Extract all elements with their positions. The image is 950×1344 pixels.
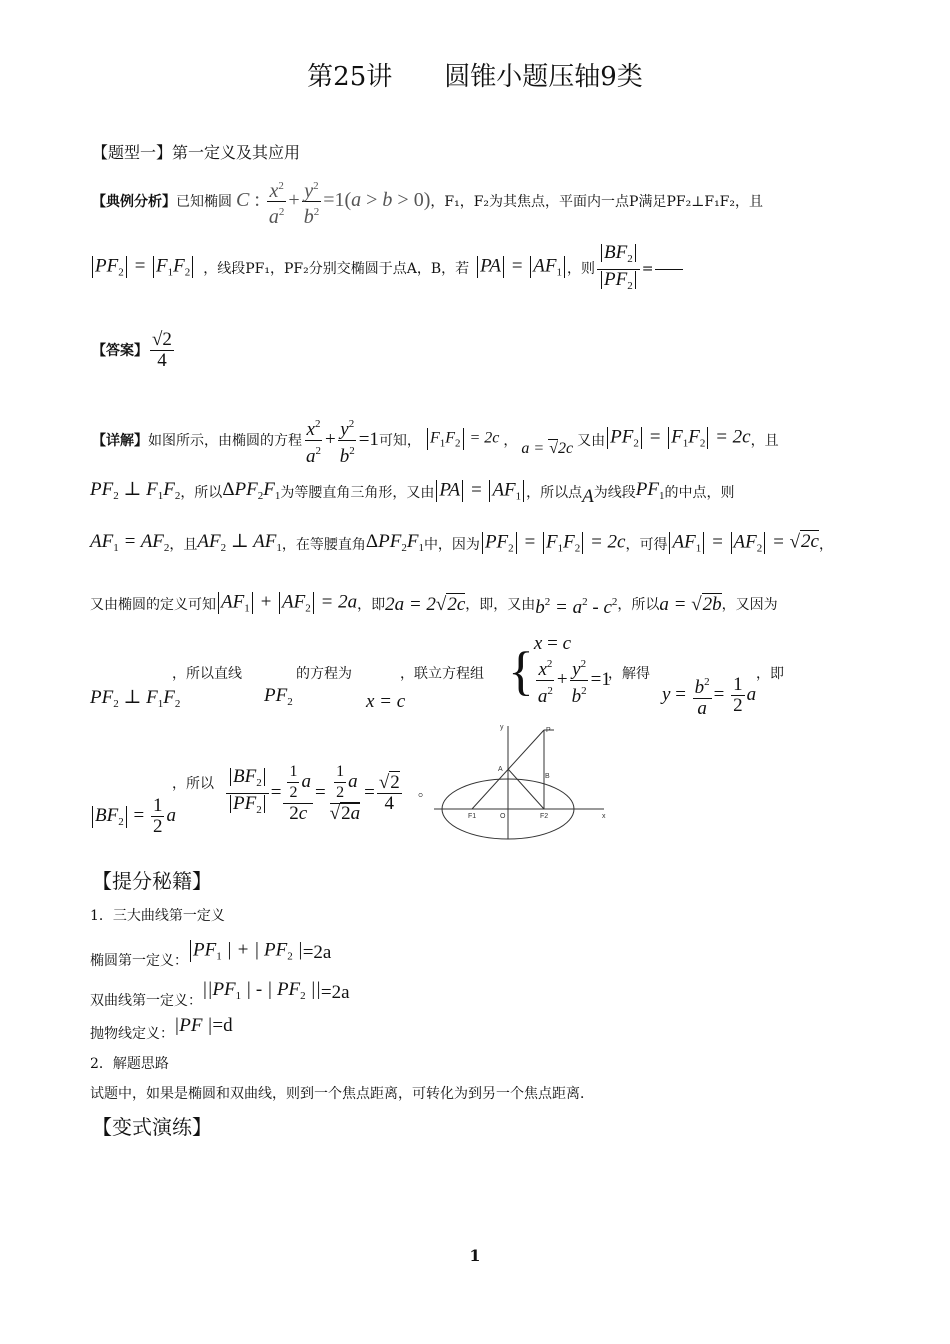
detail-line-1: 【详解】 如图所示，由椭圆的方程 $\frac{x^2}{a^2}$ + $\frac{y^2}{b^2}$ =1 可知， $F_1F_2 = 2c$ ， a = √2c 又由 $PF_2 = F_1F_2 = 2c$ ，且 — [92, 414, 779, 467]
detail-text: 中，因为 — [423, 537, 480, 554]
ellipse-def-formula: $PF_1$ | + | $PF_2$ | — [188, 940, 303, 966]
detail-line-2 — [90, 480, 735, 506]
label-p: P — [546, 727, 551, 734]
example-text-1: ，F₁，F₂为其焦点，平面内一点P满足PF₂⊥F₁F₂，且 — [430, 193, 764, 210]
hyperbola-definition — [90, 979, 350, 1009]
ellipse-equation: C : $\frac{x^2}{a^2}$ + $\frac{y^2}{b^2}$ =1(a > b > 0) — [236, 176, 430, 227]
af2-perp-af1: $AF_2$ ⊥ $AF_1$ — [197, 531, 282, 555]
answer-value — [150, 330, 174, 371]
detail-text: 又由椭圆的定义可知 — [90, 597, 216, 614]
label-b: B — [545, 773, 550, 780]
triangle-pf2f1: $\Delta PF_2F_1$ — [222, 479, 281, 503]
triangle-pf2f1-2: $\Delta PF_2F_1$ — [365, 531, 424, 555]
pf2-eq-f1f2-2c: $PF_2 = F_1F_2 = 2c$ — [605, 427, 751, 453]
ellipse-definition — [90, 939, 332, 970]
answer-line — [92, 330, 176, 371]
system-of-equations: { x = c $\frac{x^2}{a^2}$ + $\frac{y^2}{b^2}$ =1 — [508, 633, 611, 707]
line-af2 — [508, 769, 544, 809]
detail-text: ，且 — [169, 537, 198, 554]
line-pf2: $PF_2$ — [264, 685, 293, 708]
detail-text: ，又因为 — [721, 597, 778, 614]
a-eq-sqrt2c: a = √2c — [521, 439, 574, 457]
example-label: 【典例分析】 — [92, 193, 176, 210]
label-y: y — [500, 724, 504, 731]
answer-blank — [655, 269, 683, 270]
label-f2: F2 — [540, 813, 549, 820]
detail-text: 如图所示，由椭圆的方程 — [148, 432, 302, 449]
answer-den: 4 — [157, 350, 167, 371]
segment-pf1: $PF_1$ — [635, 479, 665, 503]
detail-text: ，即 — [357, 597, 386, 614]
page-number: 1 — [469, 1246, 481, 1265]
detail-line-4 — [90, 592, 778, 618]
detail-text: ，所以点 — [526, 485, 583, 502]
detail-text: 又由 — [577, 432, 606, 449]
label-x: x — [602, 813, 606, 820]
detail-text: ，即 — [756, 666, 784, 682]
practice-heading: 【变式演练】 — [92, 1115, 212, 1139]
tips-item-2: 2．解题思路 — [90, 1056, 169, 1072]
ellipse-def-rhs: =2a — [302, 942, 332, 964]
hyperbola-def-rhs: =2a — [320, 982, 350, 1003]
x-eq-c: x = c — [366, 691, 406, 712]
detail-text: ，可得 — [625, 537, 668, 554]
ellipse-equation-2: $\frac{x^2}{a^2}$ + $\frac{y^2}{b^2}$ =1 — [302, 414, 379, 467]
parabola-definition — [90, 1015, 233, 1042]
pa-eq-af1: PA = $AF_1$ — [475, 256, 567, 282]
b2-eq-a2-c2: $b^2 = a^2 - c^2$ — [535, 596, 618, 619]
y-eq-b2a: y = $\frac{b^2}{a}$ = $\frac{1}{2}$ a — [662, 674, 757, 719]
answer-label: 【答案】 — [92, 342, 148, 359]
example-text-2: ，线段PF₁，PF₂分别交椭圆于点A，B，若 — [203, 261, 470, 277]
label-o: O — [500, 813, 506, 820]
detail-text: 的中点，则 — [664, 485, 735, 502]
detail-line-6 — [90, 760, 430, 850]
ellipse-def-label: 椭圆第一定义： — [90, 953, 188, 970]
ellipse-def-sum: $AF_1 + AF_2 = 2a$ — [216, 592, 357, 618]
page-title: 第25讲 圆锥小题压轴9类 — [307, 62, 643, 92]
final-ratio: $\frac{BF_2}{PF_2}$ = $\frac{1}{2}$ a 2c = $\frac{1}{2}$ a √2a = $\frac{√2}{4}$ — [224, 762, 404, 824]
tips-item-2-text: 试题中，如果是椭圆和双曲线，则到一个焦点距离，可转化为到另一个焦点距离． — [90, 1086, 594, 1102]
tips-heading: 【提分秘籍】 — [92, 869, 212, 893]
label-f1: F1 — [468, 813, 477, 820]
example-line-2 — [90, 242, 683, 296]
example-text-4: = — [641, 261, 654, 277]
pf2-perp-f1f2: $PF_2$ ⊥ $F_1F_2$ — [90, 479, 181, 503]
detail-text: ，解得 — [608, 666, 650, 682]
detail-text: ，所以直线 — [172, 666, 242, 682]
af1-eq-af2: $AF_1 = AF_2$ — [90, 531, 170, 555]
detail-text: 。 — [418, 784, 432, 800]
f1f2-eq-2c: $F_1F_2 = 2c$ — [425, 428, 499, 454]
bf2-eq-half-a: $BF_2$ = $\frac{1}{2}$ a — [90, 796, 176, 837]
point-a: A — [582, 486, 594, 508]
af1-eq-af2-sqrt2c: $AF_1 = AF_2 = √2c$ — [667, 532, 818, 558]
example-text-3: ，则 — [566, 261, 595, 277]
a-eq-sqrt2b: a = √2b — [659, 594, 722, 616]
pf2-eq-f1f2-2c-b: $PF_2 = F_1F_2 = 2c$ — [480, 532, 626, 558]
hyperbola-def-label: 双曲线第一定义： — [90, 993, 202, 1009]
detail-text: ，联立方程组 — [400, 666, 484, 682]
parabola-def-rhs: =d — [212, 1015, 233, 1036]
2a-eq-2sqrt2c: 2a = 2√2c — [385, 594, 466, 616]
detail-text: 可知， — [378, 432, 421, 449]
parabola-def-label: 抛物线定义： — [90, 1026, 174, 1042]
pf2-eq-f1f2: $PF_2 = F_1F_2$ — [90, 256, 195, 282]
bf2-over-pf2: $\frac{BF_2}{PF_2}$ — [595, 243, 642, 296]
detail-text: 为等腰直角三角形，又由 — [280, 485, 435, 502]
hyperbola-def-formula: $||PF_1$ | - | $PF_2$ || — [202, 979, 321, 1002]
detail-text: 为线段 — [593, 485, 636, 502]
label-a: A — [498, 766, 503, 773]
detail-text: 的方程为 — [296, 666, 352, 682]
detail-text: ，所以 — [180, 485, 223, 502]
detail-text: ，即，又由 — [465, 597, 536, 614]
detail-line-3 — [90, 532, 833, 558]
example-line-1 — [92, 176, 763, 227]
detail-text: ，所以 — [617, 597, 660, 614]
detail-text: ， — [818, 537, 833, 554]
parabola-def-formula: |PF | — [174, 1015, 213, 1036]
pf2-perp-f1f2-2: $PF_2$ ⊥ $F_1F_2$ — [90, 687, 181, 710]
detail-text: ，在等腰直角 — [281, 537, 366, 554]
answer-num: √2 — [152, 329, 172, 350]
example-intro: 已知椭圆 — [176, 193, 232, 210]
detail-label: 【详解】 — [92, 432, 148, 449]
pa-eq-af1-2: PA = $AF_1$ — [434, 480, 526, 506]
section-heading-type1: 【题型一】第一定义及其应用 — [92, 143, 301, 162]
detail-text: ，所以 — [172, 776, 214, 792]
detail-text: ，且 — [750, 432, 779, 449]
tips-item-1: 1．三大曲线第一定义 — [90, 908, 225, 924]
ellipse-figure — [434, 722, 610, 840]
